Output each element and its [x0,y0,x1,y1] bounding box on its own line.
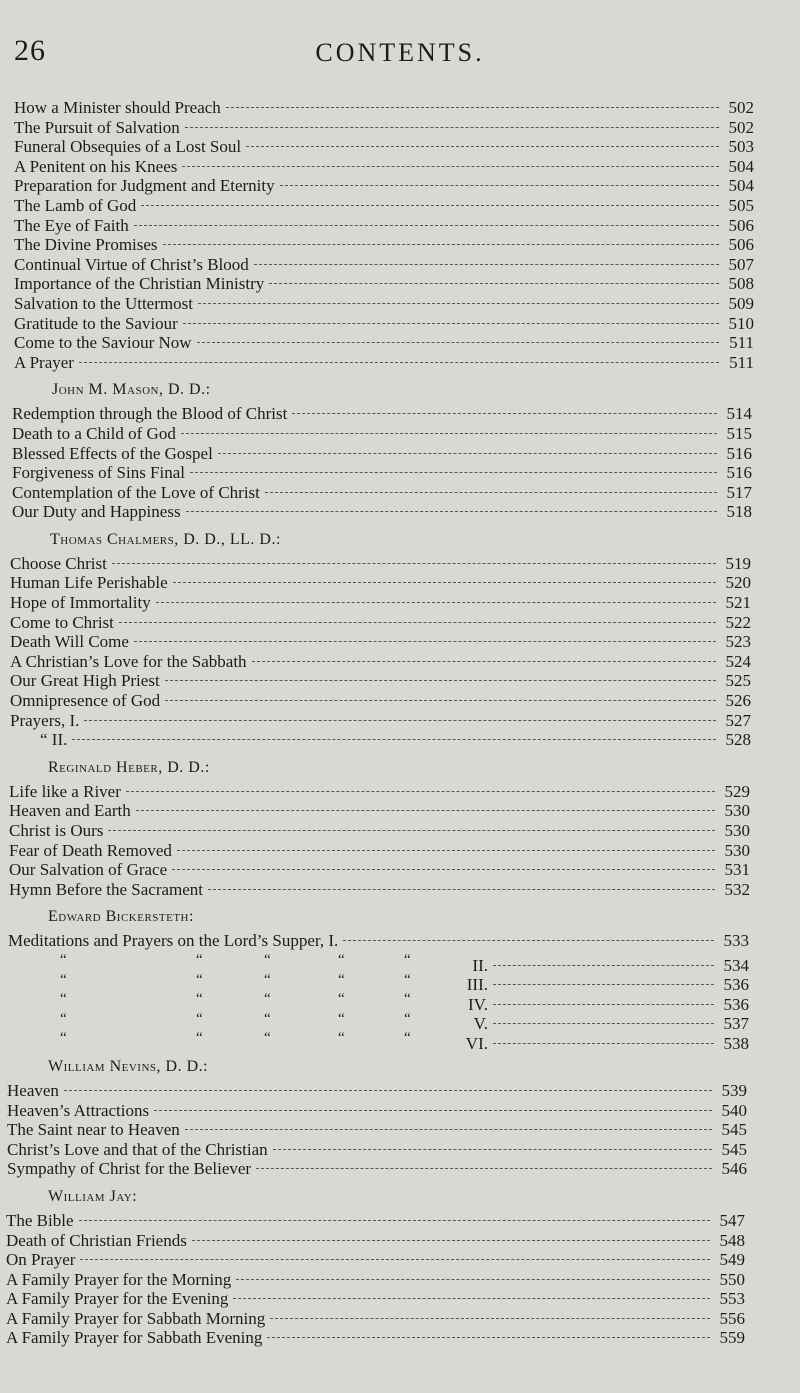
entry-page-number: 506 [728,215,754,235]
contents-entry [0,632,751,652]
entry-title: Prayers, I. [10,710,80,730]
contents-entry [0,730,751,750]
entry-page-number: 504 [728,176,754,196]
entry-page-number: 530 [724,801,750,821]
dot-leader [172,869,715,870]
entry-title: Salvation to the Uttermost [14,293,193,313]
entry-title: Forgiveness of Sins Final [12,463,186,483]
dot-leader [192,1240,710,1241]
entry-page-number: 528 [725,730,751,750]
entry-title: Our Great High Priest [10,671,160,691]
entry-title: Come to the Saviour Now [14,333,192,353]
roman-numeral: III. [466,975,488,995]
entry-title: Choose Christ [10,553,107,573]
ditto-mark: “ [264,1010,271,1027]
entry-title: The Saint near to Heaven [7,1120,180,1140]
dot-leader [267,1337,710,1338]
ditto-mark: “ [404,1030,411,1047]
ditto-mark: “ [196,1030,203,1047]
dot-leader [273,1149,712,1150]
contents-entry [0,671,751,691]
dot-leader [141,205,719,206]
entry-page-number: 530 [724,840,750,860]
contents-entry [0,118,754,138]
ditto-mark: “ [338,951,345,968]
contents-entry [0,98,754,118]
ditto-mark: “ [404,1010,411,1027]
entry-title: The Pursuit of Salvation [14,117,180,137]
entry-page-number: 514 [726,404,752,424]
dot-leader [177,850,715,851]
dot-leader [198,303,719,304]
contents-entry [0,463,752,483]
entry-page-number: 547 [719,1210,745,1230]
ditto-mark: “ [264,971,271,988]
contents-entry [0,711,751,731]
entry-title: Fear of Death Removed [9,840,172,860]
dot-leader [134,641,716,642]
dot-leader [493,1043,714,1044]
entry-page-number: 524 [725,651,751,671]
dot-leader [493,965,714,966]
dot-leader [270,1318,710,1319]
entry-page-number: 548 [719,1230,745,1250]
contents-entry [0,1328,745,1348]
dot-leader [136,810,715,811]
entry-page-number: 517 [726,482,752,502]
running-title: CONTENTS. [315,38,485,67]
dot-leader [269,283,719,284]
entry-page-number: 505 [728,195,754,215]
entry-page-number: 519 [725,553,751,573]
ditto-mark: “ [196,1010,203,1027]
dot-leader [72,739,716,740]
entry-page-number: 525 [725,671,751,691]
ditto-mark: “ [264,1030,271,1047]
entry-page-number: 515 [726,423,752,443]
entry-page-number: 529 [724,781,750,801]
entry-title: Death to a Child of God [12,423,176,443]
entry-title: The Divine Promises [14,235,158,255]
contents-entry [0,137,754,157]
entry-page-number: 511 [729,333,754,353]
entry-page-number: 526 [725,691,751,711]
entry-page-number: 520 [725,573,751,593]
contents-entry [0,593,751,613]
ditto-mark: “ [338,1030,345,1047]
dot-leader [493,1023,714,1024]
entry-title: How a Minister should Preach [14,98,221,117]
roman-numeral: V. [473,1014,488,1034]
dot-leader [226,107,719,108]
contents-entry [0,841,750,861]
dot-leader [236,1279,710,1280]
entry-page-number: 549 [719,1250,745,1270]
entry-title: Continual Virtue of Christ’s Blood [14,254,249,274]
entry-page-number: 531 [724,860,750,880]
entry-title: Funeral Obsequies of a Lost Soul [14,137,242,157]
entry-page-number: 533 [723,931,749,951]
contents-entry [0,502,752,522]
dot-leader [280,185,719,186]
entry-page-number: 545 [721,1139,747,1159]
contents-entry-ditto [0,951,749,975]
contents-entry [0,333,754,353]
dot-leader [186,511,717,512]
dot-leader [173,582,716,583]
page-number: 26 [14,34,46,67]
dot-leader [126,791,715,792]
entry-page-number: 559 [719,1328,745,1348]
dot-leader [163,244,719,245]
entry-title: On Prayer [6,1250,76,1270]
entry-page-number: 540 [721,1100,747,1120]
section-heading: John M. Mason, D. D.: [52,381,211,399]
contents-entry [0,404,752,424]
contents-entry [0,1250,745,1270]
dot-leader [156,602,716,603]
entry-page-number: 536 [723,975,749,995]
dot-leader [64,1090,712,1091]
entry-title: The Eye of Faith [14,215,129,235]
section-heading: Thomas Chalmers, D. D., LL. D.: [50,530,281,548]
entry-title: Our Salvation of Grace [9,860,168,880]
contents-entry [0,801,750,821]
dot-leader [254,264,719,265]
entry-page-number: 523 [725,632,751,652]
contents-entry [0,931,749,951]
dot-leader [493,984,714,985]
entry-title: “ II. [40,730,68,750]
contents-list [0,98,800,1348]
entry-page-number: 509 [728,293,754,313]
dot-leader [182,166,719,167]
dot-leader [190,472,717,473]
dot-leader [218,453,717,454]
entry-title: Hymn Before the Sacrament [9,879,204,899]
entry-title: A Family Prayer for Sabbath Evening [6,1328,263,1348]
entry-page-number: 539 [721,1080,747,1100]
dot-leader [265,492,717,493]
entry-title: Importance of the Christian Ministry [14,274,265,294]
ditto-mark: “ [264,951,271,968]
ditto-mark: “ [60,1030,67,1047]
contents-entry [0,1231,745,1251]
entry-page-number: 553 [719,1289,745,1309]
roman-numeral: II. [472,955,488,975]
ditto-mark: “ [264,991,271,1008]
entry-title: Death Will Come [10,632,129,652]
entry-page-number: 546 [721,1159,747,1179]
ditto-mark: “ [338,971,345,988]
entry-page-number: 538 [723,1033,749,1053]
entry-title: Hope of Immortality [10,593,151,613]
entry-title: Life like a River [9,781,121,801]
section-heading: William Nevins, D. D.: [48,1057,209,1075]
entry-page-number: 550 [719,1269,745,1289]
contents-entry [0,157,754,177]
dot-leader [208,889,715,890]
ditto-mark: “ [338,991,345,1008]
dot-leader [154,1110,712,1111]
entry-title: Human Life Perishable [10,573,168,593]
contents-entry [0,274,754,294]
entry-title: Heaven’s Attractions [7,1100,150,1120]
contents-entry [0,554,751,574]
entry-title: Christ is Ours [9,821,104,840]
dot-leader [256,1168,712,1169]
dot-leader [246,146,719,147]
entry-title: Our Duty and Happiness [12,502,181,522]
entry-page-number: 516 [726,443,752,463]
entry-page-number: 545 [721,1120,747,1140]
dot-leader [343,940,714,941]
entry-title: Redemption through the Blood of Christ [12,404,288,424]
dot-leader [134,225,719,226]
entry-page-number: 504 [728,156,754,176]
entry-title: Omnipresence of God [10,691,161,711]
contents-entry [0,235,754,255]
ditto-mark: “ [404,951,411,968]
contents-entry [0,444,752,464]
contents-entry [0,1140,747,1160]
dot-leader [84,720,716,721]
roman-numeral: IV. [468,994,488,1014]
ditto-mark: “ [196,971,203,988]
ditto-mark: “ [196,951,203,968]
ditto-mark: “ [60,1010,67,1027]
contents-entry-ditto [0,971,749,995]
entry-title: Heaven and Earth [9,801,131,821]
contents-entry [0,1159,747,1179]
entry-title: A Family Prayer for Sabbath Morning [6,1308,266,1328]
contents-entry-ditto [0,1010,749,1034]
ditto-mark: “ [404,991,411,1008]
entry-page-number: 532 [724,879,750,899]
contents-entry [0,216,754,236]
dot-leader [185,127,719,128]
dot-leader [165,700,716,701]
entry-title: The Bible [6,1210,74,1230]
entry-title: A Prayer [14,352,74,372]
dot-leader [493,1004,714,1005]
dot-leader [80,1259,710,1260]
contents-entry [0,294,754,314]
contents-entry [0,860,750,880]
entry-title: Contemplation of the Love of Christ [12,482,260,502]
entry-page-number: 508 [728,274,754,294]
contents-entry [0,1211,745,1231]
ditto-mark: “ [196,991,203,1008]
entry-title: Preparation for Judgment and Eternity [14,176,275,196]
dot-leader [183,323,719,324]
roman-numeral: VI. [465,1033,488,1053]
entry-page-number: 534 [723,955,749,975]
entry-title: A Christian’s Love for the Sabbath [10,651,247,671]
entry-title: A Family Prayer for the Evening [6,1289,229,1309]
contents-entry [0,1101,747,1121]
entry-title: The Lamb of God [14,195,137,215]
entry-title: Heaven [7,1080,59,1100]
entry-page-number: 507 [728,254,754,274]
contents-entry [0,691,751,711]
entry-page-number: 511 [729,352,754,372]
dot-leader [185,1129,712,1130]
entry-page-number: 521 [725,593,751,613]
contents-entry-ditto [0,1029,749,1053]
dot-leader [292,413,717,414]
entry-title: Gratitude to the Saviour [14,313,178,333]
entry-page-number: 530 [724,821,750,840]
contents-entry [0,353,754,373]
entry-page-number: 536 [723,994,749,1014]
page-header [0,34,800,74]
contents-entry [0,255,754,275]
entry-page-number: 556 [719,1308,745,1328]
dot-leader [165,680,716,681]
contents-entry [0,424,752,444]
entry-page-number: 518 [726,502,752,522]
contents-entry [0,1120,747,1140]
entry-page-number: 506 [728,235,754,255]
entry-title: Come to Christ [10,612,114,632]
dot-leader [112,563,716,564]
ditto-mark: “ [338,1010,345,1027]
entry-page-number: 503 [728,137,754,157]
entry-title: A Penitent on his Knees [14,156,178,176]
entry-title: Meditations and Prayers on the Lord’s Supper, I. [8,931,339,951]
contents-entry [0,782,750,802]
entry-page-number: 527 [725,710,751,730]
ditto-mark: “ [60,971,67,988]
entry-title: Sympathy of Christ for the Believer [7,1159,252,1179]
dot-leader [233,1298,710,1299]
entry-title: Christ’s Love and that of the Christian [7,1139,268,1159]
contents-entry [0,1289,745,1309]
contents-entry [0,1309,745,1329]
dot-leader [252,661,716,662]
entry-page-number: 502 [728,98,754,117]
contents-entry [0,821,750,841]
dot-leader [197,342,719,343]
section-heading: Reginald Heber, D. D.: [48,758,210,776]
contents-entry [0,196,754,216]
dot-leader [108,830,715,831]
contents-entry [0,1270,745,1290]
dot-leader [119,622,716,623]
ditto-mark: “ [60,951,67,968]
contents-entry [0,613,751,633]
contents-entry [0,176,754,196]
contents-entry [0,573,751,593]
entry-page-number: 522 [725,612,751,632]
contents-entry [0,483,752,503]
contents-entry [0,314,754,334]
contents-entry [0,880,750,900]
entry-title: Death of Christian Friends [6,1230,187,1250]
section-heading: Edward Bickersteth: [48,908,194,926]
contents-entry [0,1081,747,1101]
ditto-mark: “ [404,971,411,988]
dot-leader [181,433,717,434]
entry-page-number: 516 [726,463,752,483]
entry-page-number: 510 [728,313,754,333]
entry-title: Blessed Effects of the Gospel [12,443,213,463]
entry-title: A Family Prayer for the Morning [6,1269,232,1289]
entry-page-number: 502 [728,117,754,137]
entry-page-number: 537 [723,1014,749,1034]
contents-entry [0,652,751,672]
dot-leader [79,362,719,363]
ditto-mark: “ [60,991,67,1008]
dot-leader [79,1220,710,1221]
contents-entry-ditto [0,990,749,1014]
section-heading: William Jay: [48,1187,138,1205]
